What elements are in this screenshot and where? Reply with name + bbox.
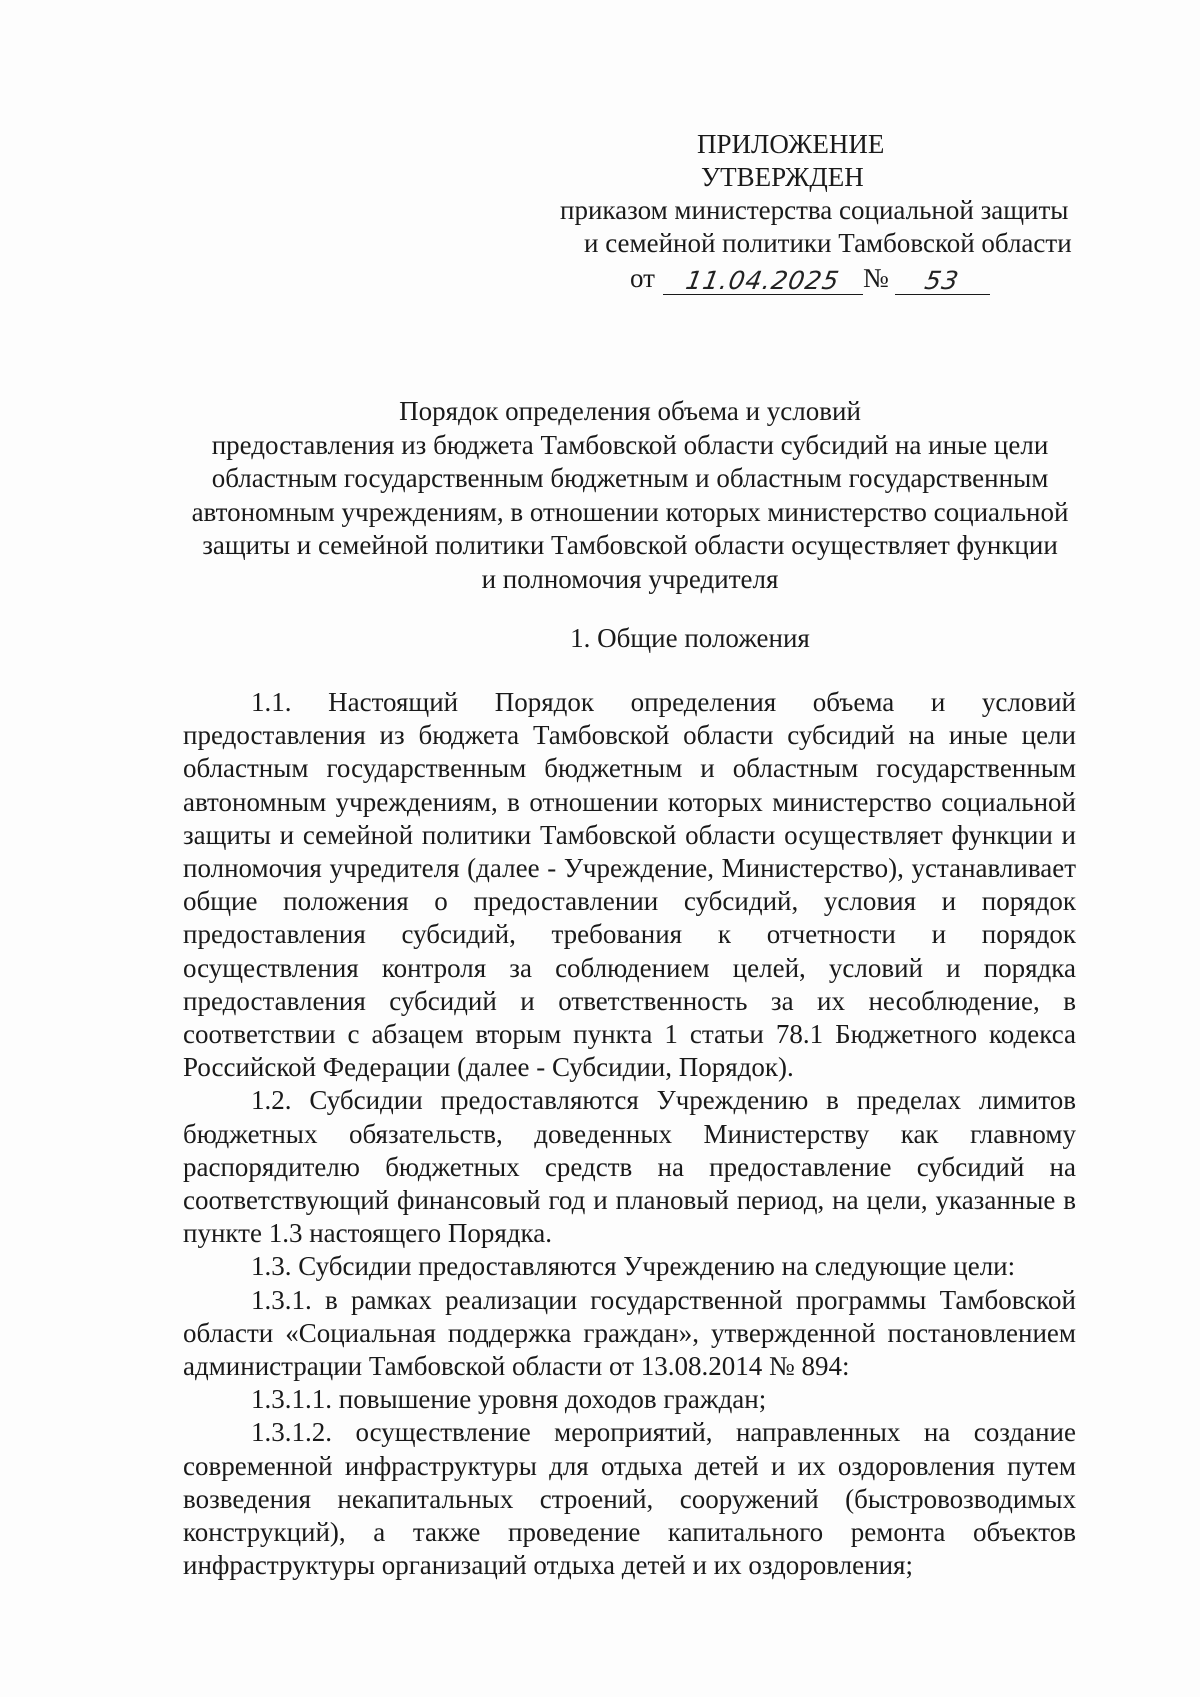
paragraph-1-2: 1.2. Субсидии предоставляются Учреждению в пределах лимитов бюджетных обязательств, доведенных Министерству как главному распорядителю бюджетных средств на предоставление субсидий на соответствующий финансовый год и плановый период, на цели, указанные в пункте 1.3 настоящего Порядка. [183, 1085, 1076, 1249]
paragraph-1-1: 1.1. Настоящий Порядок определения объема и условий предоставления из бюджета Тамбовской области субсидий на иные цели областным государственным бюджетным и областным государственным автономным учреждениям, в отношении которых министерство социальной защиты и семейной политики Тамбовской области осуществляет функции и полномочия учредителя (далее - Учреждение, Министерство), устанавливает общие положения о предоставлении субсидий, условия и порядок предоставления субсидий, требования к отчетности и порядок осуществления контроля за соблюдением целей, условий и порядка предоставления субсидий и ответственность за их несоблюдение, в соответствии с абзацем вторым пункта 1 статьи 78.1 Бюджетного кодекса Российской Федерации (далее - Субсидии, Порядок). [183, 687, 1076, 1083]
title-line: и полномочия учредителя [481, 563, 779, 594]
paragraph-1-3-1: 1.3.1. в рамках реализации государственной программы Тамбовской области «Социальная поддержка граждан», утвержденной постановлением администрации Тамбовской области от 13.08.2014 № 894: [183, 1284, 1076, 1382]
number-prefix: № [862, 263, 889, 293]
handwritten-date: 11.04.2025 [683, 266, 843, 295]
title-line: областным государственным бюджетным и областным государственным [211, 463, 1049, 493]
date-prefix: от [630, 263, 655, 293]
title-line: предоставления из бюджета Тамбовской области субсидий на иные цели [211, 429, 1049, 460]
title-line: защиты и семейной политики Тамбовской области осуществляет функции [202, 530, 1058, 560]
document-title [180, 395, 1080, 596]
section-heading: 1. Общие положения [570, 623, 810, 653]
title-line: Порядок определения объема и условий [399, 396, 861, 426]
body-text [183, 686, 1076, 1582]
appendix-label: ПРИЛОЖЕНИЕ [697, 129, 885, 159]
order-line-2: и семейной политики Тамбовской области [584, 228, 1072, 258]
paragraph-1-3-1-2: 1.3.1.2. осуществление мероприятий, направленных на создание современной инфраструктуры для отдыха детей и их оздоровления путем возведения некапитальных строений, сооружений (быстровозводимых конструкций), а также проведение капитального ремонта объектов инфраструктуры организаций отдыха детей и их оздоровления; [183, 1417, 1076, 1581]
title-line: автономным учреждениям, в отношении которых министерство социальной [191, 496, 1069, 527]
date-number-line [560, 262, 1080, 295]
paragraph-1-3: 1.3. Субсидии предоставляются Учреждению на следующие цели: [251, 1251, 1016, 1282]
handwritten-number: 53 [922, 266, 962, 295]
paragraph-1-3-1-1: 1.3.1.1. повышение уровня доходов граждан; [251, 1384, 767, 1415]
order-line-1: приказом министерства социальной защиты [560, 195, 1069, 225]
date-field [663, 264, 863, 295]
number-field [895, 264, 990, 295]
approved-label: УТВЕРЖДЕН [701, 162, 864, 192]
approval-block [560, 128, 1080, 295]
